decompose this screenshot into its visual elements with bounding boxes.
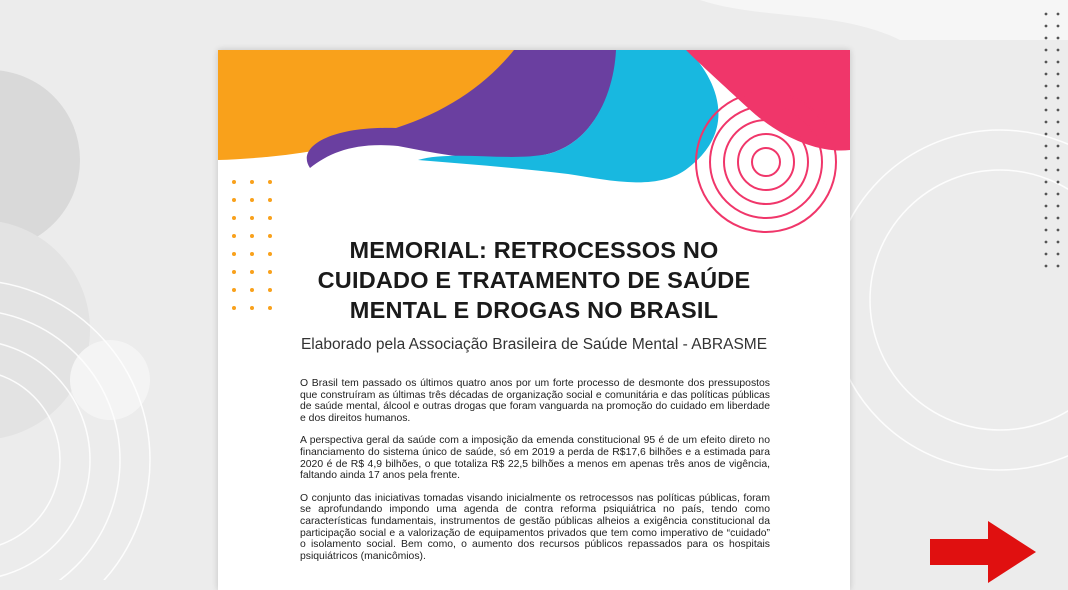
title-line: MEMORIAL: RETROCESSOS NO <box>349 237 719 263</box>
document-body <box>300 378 770 573</box>
paragraph: O Brasil tem passado os últimos quatro anos por um forte processo de desmonte dos pressupostos que construíram as últimas três décadas de organização social e comunitária e das políticas públicas de saúde mental, álcool e outras drogas que foram vanguarda na promoção do cuidado em liberdade e dos direitos humanos. <box>300 378 770 424</box>
document-title <box>258 235 810 325</box>
right-arrow-icon[interactable] <box>930 517 1040 587</box>
title-line: CUIDADO E TRATAMENTO DE SAÚDE <box>317 267 751 293</box>
document-page <box>218 50 850 590</box>
paragraph: O conjunto das iniciativas tomadas visando inicialmente os retrocessos nas políticas públicas, foram se aprofundando impondo uma agenda de contra reforma psiquiátrica no país, tendo como características fundamentais, instrumentos de gestão públicas alheios a exigência constitucional da participação social e a valorização de equipamentos privados que tem como imperativo de “cuidado” o isolamento social. Bem como, o aumento dos recursos públicos repassados para os hospitais psiquiátricos (manicômios). <box>300 492 770 562</box>
paragraph: A perspectiva geral da saúde com a imposição da emenda constitucional 95 é de um efeito direto no financiamento do sistema único de saúde, só em 2019 a perda de R$17,6 bilhões e a estimada para 2020 é de R$ 4,9 bilhões, o que totaliza R$ 22,5 bilhões a menos em apenas três anos de vigência, faltando ainda 17 anos pela frente. <box>300 435 770 482</box>
title-line: MENTAL E DROGAS NO BRASIL <box>349 297 719 323</box>
document-subtitle: Elaborado pela Associação Brasileira de Saúde Mental - ABRASME <box>300 336 768 353</box>
